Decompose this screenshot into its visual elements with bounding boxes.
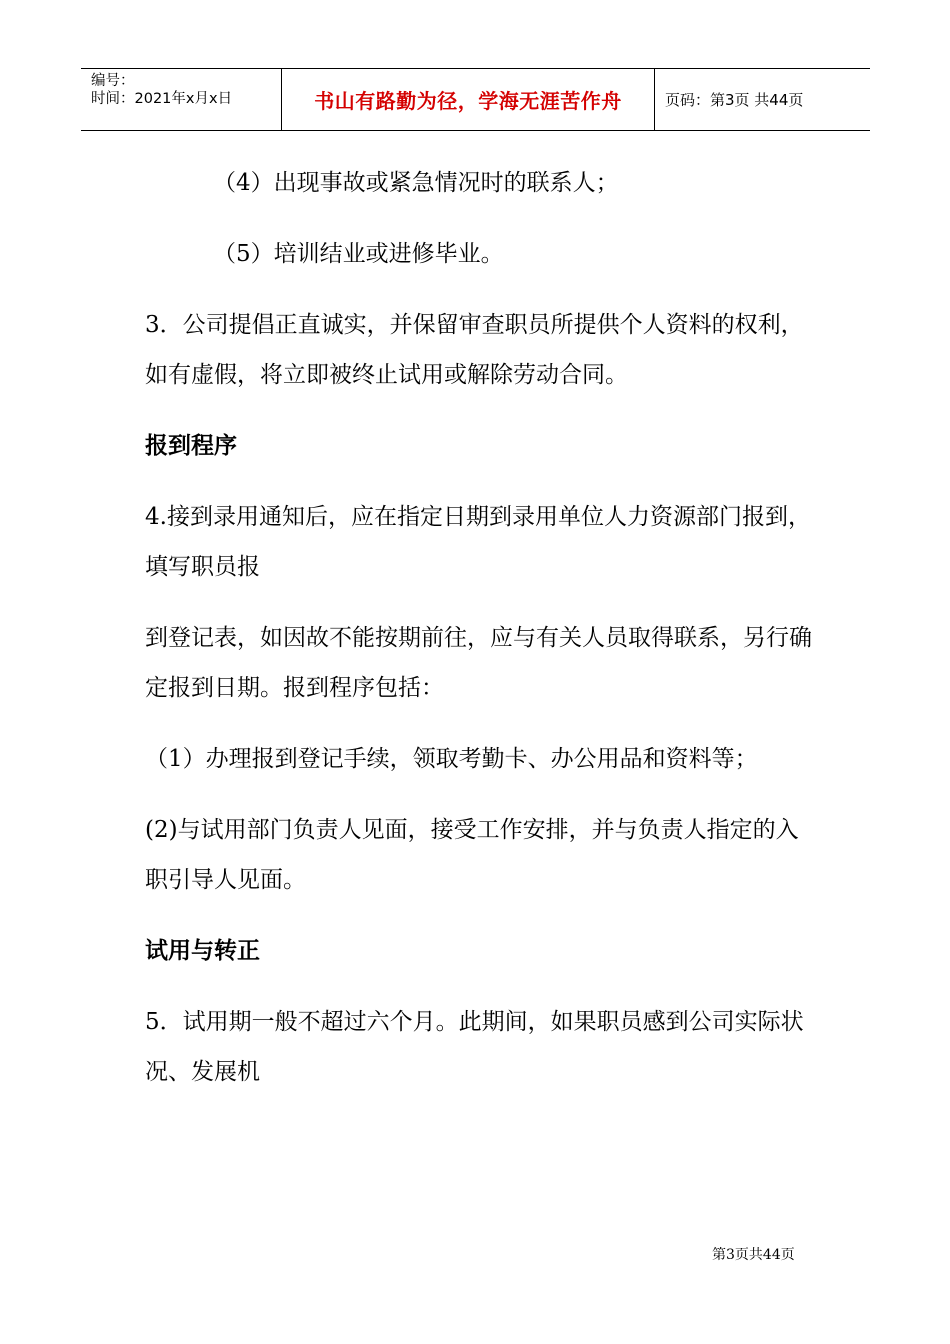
report-step-1: （1）办理报到登记手续，领取考勤卡、办公用品和资料等；: [145, 746, 758, 772]
paragraph-5: 5．试用期一般不超过六个月。此期间，如果职员感到公司实际状况、发展机: [145, 1009, 804, 1085]
document-body: [145, 158, 815, 1097]
list-item-5: （5）培训结业或进修毕业。: [213, 241, 504, 267]
list-item-4: （4）出现事故或紧急情况时的联系人；: [213, 170, 619, 196]
document-time-label: 时间：2021年x月x日: [91, 91, 233, 107]
paragraph-4-continued: 到登记表，如因故不能按期前往，应与有关人员取得联系，另行确定报到日期。报到程序包括：: [145, 625, 812, 701]
document-number-label: 编号：: [91, 73, 135, 89]
header-page-info: 页码：第3页 共44页: [665, 91, 804, 109]
section-heading-probation: 试用与转正: [145, 938, 260, 964]
header-meta: [81, 69, 282, 130]
section-heading-report: 报到程序: [145, 433, 237, 459]
page-footer: 第3页共44页: [712, 1247, 795, 1263]
header-motto: 书山有路勤为径，学海无涯苦作舟: [314, 89, 622, 113]
report-step-2: (2)与试用部门负责人见面，接受工作安排，并与负责人指定的入职引导人见面。: [145, 817, 799, 893]
header-motto-cell: [282, 69, 655, 130]
paragraph-3: 3．公司提倡正直诚实，并保留审查职员所提供个人资料的权利，如有虚假，将立即被终止试用或解除劳动合同。: [145, 312, 804, 388]
paragraph-4: 4.接到录用通知后，应在指定日期到录用单位人力资源部门报到，填写职员报: [145, 504, 811, 580]
page-header: [81, 68, 870, 131]
